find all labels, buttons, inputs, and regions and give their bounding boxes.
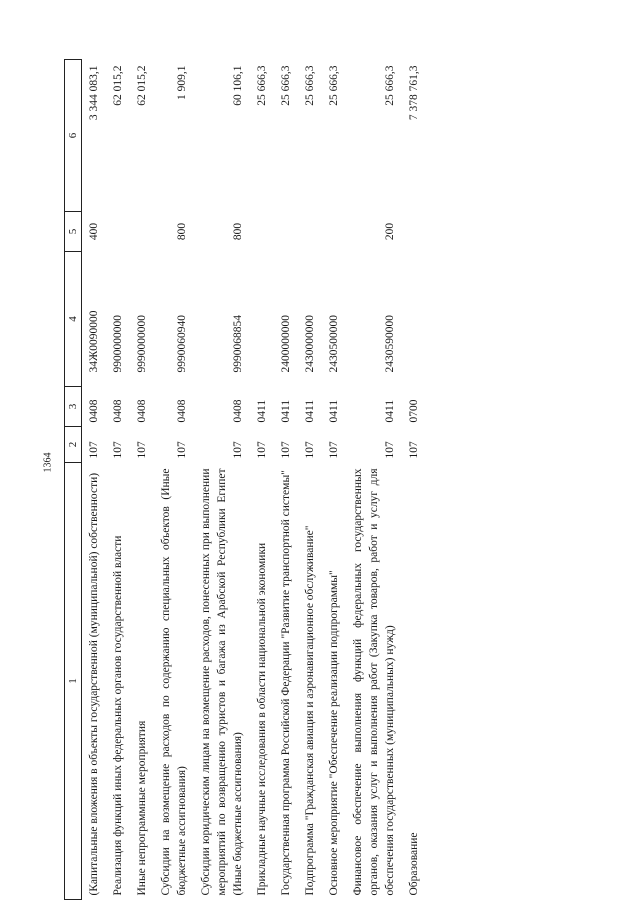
row-section: 0411 xyxy=(280,399,292,423)
row-section: 0411 xyxy=(384,399,396,423)
row-expense-type: 200 xyxy=(384,222,396,241)
row-section: 0411 xyxy=(304,399,316,423)
table-row xyxy=(194,60,250,900)
header-col-6: 6 xyxy=(65,60,82,212)
budget-table-container xyxy=(64,60,576,900)
row-expense-type xyxy=(298,212,322,252)
row-expense-type xyxy=(322,212,346,252)
row-amount: 25 666,3 xyxy=(328,65,340,106)
row-section: 0408 xyxy=(232,399,244,423)
row-expense-type: 800 xyxy=(232,222,244,241)
table-row xyxy=(346,60,402,900)
row-amount: 25 666,3 xyxy=(256,65,268,106)
row-section: 0411 xyxy=(328,399,340,423)
header-col-5: 5 xyxy=(65,212,82,252)
row-section: 0700 xyxy=(408,399,420,423)
row-expense-type: 800 xyxy=(176,222,188,241)
row-name: Прикладные научные исследования в области национальной экономики xyxy=(256,542,268,896)
header-col-1: 1 xyxy=(65,463,82,900)
row-name: (Капитальные вложения в объекты государственной (муниципальной) собственности) xyxy=(88,472,100,896)
row-code-gr: 107 xyxy=(304,441,316,459)
row-section: 0411 xyxy=(256,399,268,423)
row-target: 2430000000 xyxy=(304,315,316,373)
row-name: Финансовое обеспечение выполнения функций федеральных государственных органов, оказания услуг и выполнения работ (Закупка товаров, работ и услуг для обеспечения государственных (муниципальных) нужд) xyxy=(352,468,396,896)
row-name: Подпрограмма "Гражданская авиация и аэронавигационное обслуживание" xyxy=(304,525,316,896)
row-expense-type xyxy=(250,212,274,252)
row-expense-type xyxy=(402,212,426,252)
rotated-page xyxy=(64,60,576,900)
row-target: 9990000000 xyxy=(136,315,148,373)
row-code-gr: 107 xyxy=(384,441,396,459)
header-col-3: 3 xyxy=(65,387,82,427)
row-target: 9990060940 xyxy=(176,315,188,373)
row-section: 0408 xyxy=(176,399,188,423)
row-target: 2430500000 xyxy=(328,315,340,373)
row-code-gr: 107 xyxy=(176,441,188,459)
table-row xyxy=(106,60,130,900)
row-code-gr: 107 xyxy=(232,441,244,459)
row-section: 0408 xyxy=(112,399,124,423)
row-target xyxy=(250,252,274,387)
row-name: Субсидии на возмещение расходов по содержанию специальных объектов (Иные бюджетные ассигнования) xyxy=(160,468,188,896)
header-col-4: 4 xyxy=(65,252,82,387)
table-row xyxy=(298,60,322,900)
table-row xyxy=(154,60,194,900)
row-section: 0408 xyxy=(88,399,100,423)
page-number-text: 1364 xyxy=(42,452,54,472)
table-row xyxy=(322,60,346,900)
header-col-2: 2 xyxy=(65,427,82,463)
row-target: 34Ж0090000 xyxy=(88,310,100,373)
row-target: 2430590000 xyxy=(384,315,396,373)
budget-table xyxy=(64,59,426,900)
row-expense-type xyxy=(106,212,130,252)
row-amount: 60 106,1 xyxy=(232,65,244,106)
row-code-gr: 107 xyxy=(280,441,292,459)
row-code-gr: 107 xyxy=(256,441,268,459)
table-row xyxy=(130,60,154,900)
row-code-gr: 107 xyxy=(408,441,420,459)
row-target: 9990068854 xyxy=(232,315,244,373)
row-amount: 25 666,3 xyxy=(384,65,396,106)
row-code-gr: 107 xyxy=(112,441,124,459)
table-row xyxy=(250,60,274,900)
row-name: Основное мероприятие "Обеспечение реализации подпрограммы" xyxy=(328,570,340,896)
row-amount: 25 666,3 xyxy=(304,65,316,106)
row-amount: 62 015,2 xyxy=(112,65,124,106)
table-row xyxy=(402,60,426,900)
row-target: 9900000000 xyxy=(112,315,124,373)
row-section: 0408 xyxy=(136,399,148,423)
row-code-gr: 107 xyxy=(328,441,340,459)
row-amount: 1 909,1 xyxy=(176,65,188,100)
header-row xyxy=(65,60,82,900)
table-row xyxy=(82,60,107,900)
row-name: Государственная программа Российской Федерации "Развитие транспортной системы" xyxy=(280,470,292,896)
table-body xyxy=(82,60,427,900)
row-name: Реализация функций иных федеральных органов государственной власти xyxy=(112,535,124,896)
row-amount: 25 666,3 xyxy=(280,65,292,106)
page-number xyxy=(38,442,58,482)
row-name: Образование xyxy=(408,832,420,896)
row-name: Иные непрограммные мероприятия xyxy=(136,720,148,896)
row-target xyxy=(402,252,426,387)
row-name: Субсидии юридическим лицам на возмещение расходов, понесенных при выполнении мероприятий по возвращению туристов и багажа из Арабской Республики Египет (Иные бюджетные ассигнования) xyxy=(200,468,244,896)
row-amount: 3 344 083,1 xyxy=(88,65,100,121)
row-expense-type xyxy=(274,212,298,252)
row-target: 2400000000 xyxy=(280,315,292,373)
row-code-gr: 107 xyxy=(88,441,100,459)
row-expense-type xyxy=(130,212,154,252)
row-code-gr: 107 xyxy=(136,441,148,459)
table-row xyxy=(274,60,298,900)
row-expense-type: 400 xyxy=(88,222,100,241)
row-amount: 7 378 761,3 xyxy=(408,65,420,121)
row-amount: 62 015,2 xyxy=(136,65,148,106)
